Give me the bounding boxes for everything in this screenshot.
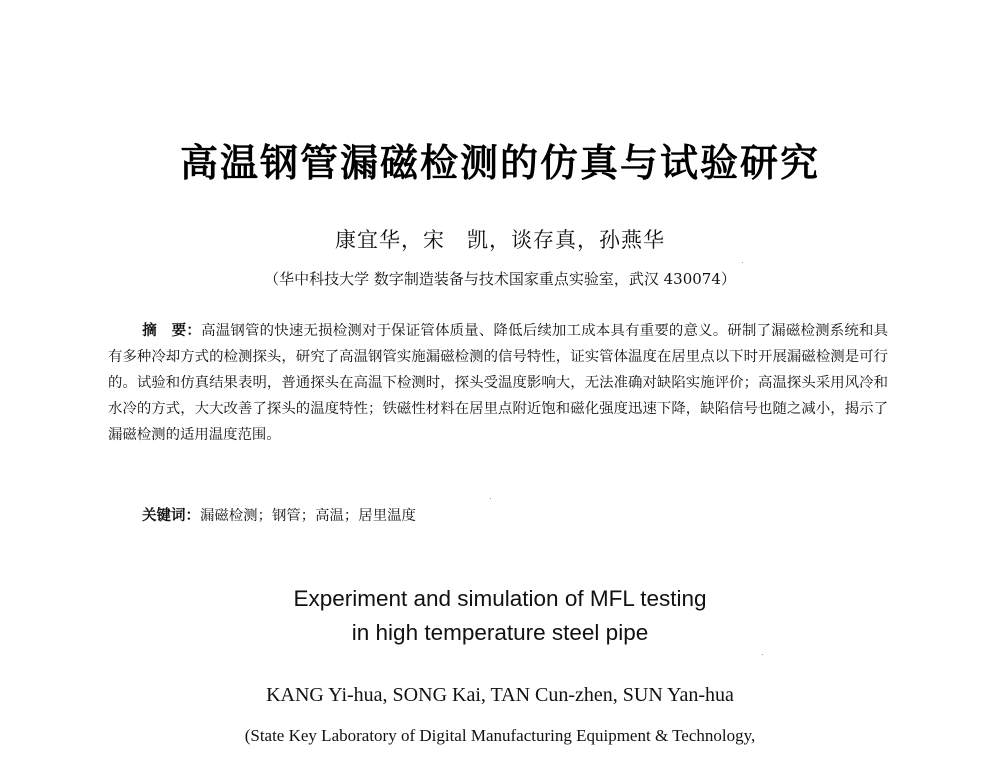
- title-en-line-2: in high temperature steel pipe: [351, 620, 649, 645]
- keywords-cn: [142, 504, 882, 528]
- keywords-label: 关键词：: [142, 508, 200, 524]
- scan-speck: [742, 262, 743, 263]
- abstract-text: 高温钢管的快速无损检测对于保证管体质量、降低后续加工成本具有重要的意义。研制了漏磁检测系统和具有多种冷却方式的检测探头，研究了高温钢管实施漏磁检测的信号特性，证实管体温度在居里点以下时开展漏磁检测是可行的。试验和仿真结果表明，普通探头在高温下检测时，探头受温度影响大，无法准确对缺陷实施评价；高温探头采用风冷和水冷的方式，大大改善了探头的温度特性；铁磁性材料在居里点附近饱和磁化强度迅速下降，缺陷信号也随之减小，揭示了漏磁检测的适用温度范围。: [108, 323, 888, 443]
- scan-speck: [762, 654, 763, 655]
- affiliation-en: (State Key Laboratory of Digital Manufacturing Equipment & Technology,: [244, 726, 756, 745]
- title-en-line-1: Experiment and simulation of MFL testing: [293, 586, 707, 611]
- keywords-text: 漏磁检测；钢管；高温；居里温度: [200, 508, 416, 524]
- abstract-cn: [108, 318, 888, 448]
- authors-cn: 康宜华，宋 凯，谈存真，孙燕华: [335, 228, 665, 252]
- affiliation-cn: （华中科技大学 数字制造装备与技术国家重点实验室，武汉 430074）: [264, 270, 736, 288]
- title-en: [0, 582, 1000, 650]
- title-cn: 高温钢管漏磁检测的仿真与试验研究: [179, 141, 820, 185]
- authors-en: KANG Yi-hua, SONG Kai, TAN Cun-zhen, SUN Yan-hua: [266, 684, 734, 706]
- abstract-label: 摘 要：: [142, 323, 202, 339]
- scan-speck: [490, 498, 491, 499]
